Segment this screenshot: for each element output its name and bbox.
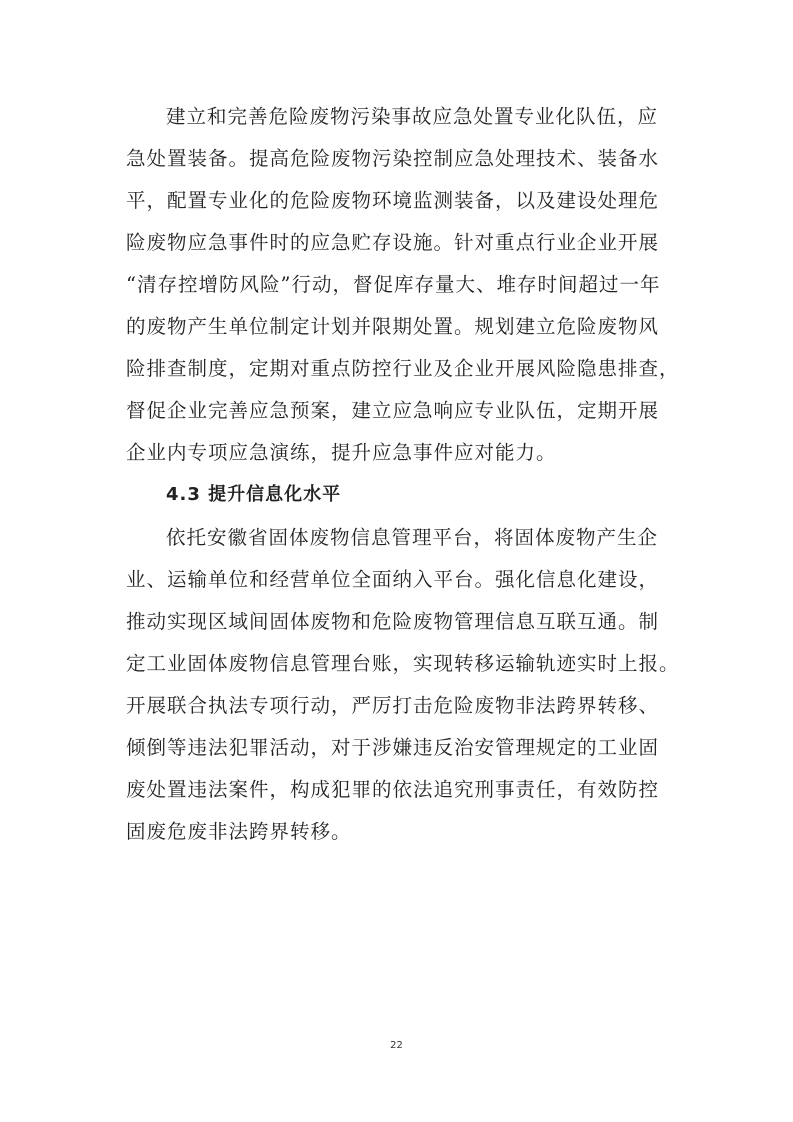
text-line: 险排查制度，定期对重点防控行业及企业开展风险隐患排查， xyxy=(126,357,680,380)
text-line: 倾倒等违法犯罪活动，对于涉嫌违反治安管理规定的工业固 xyxy=(126,736,660,759)
page-number: 22 xyxy=(390,1040,403,1051)
text-line: 废处置违法案件，构成犯罪的依法追究刑事责任，有效防控 xyxy=(126,778,660,801)
section-heading: 4.3 提升信息化水平 xyxy=(166,484,342,505)
text-line: 推动实现区域间固体废物和危险废物管理信息互联互通。制 xyxy=(126,610,660,633)
text-line: 平，配置专业化的危险废物环境监测装备，以及建设处理危 xyxy=(126,189,660,212)
text-line: 险废物应急事件时的应急贮存设施。针对重点行业企业开展 xyxy=(126,231,660,254)
text-line: 固废危废非法跨界转移。 xyxy=(126,820,352,843)
text-line: 企业内专项应急演练，提升应急事件应对能力。 xyxy=(126,441,557,464)
text-line: 业、运输单位和经营单位全面纳入平台。强化信息化建设， xyxy=(126,568,660,591)
text-line: 急处置装备。提高危险废物污染控制应急处理技术、装备水 xyxy=(126,147,660,170)
text-line: 的废物产生单位制定计划并限期处置。规划建立危险废物风 xyxy=(126,315,660,338)
text-line: 建立和完善危险废物污染事故应急处置专业化队伍，应 xyxy=(166,105,659,128)
text-line: “清存控增防风险”行动，督促库存量大、堆存时间超过一年 xyxy=(126,273,661,296)
text-line: 开展联合执法专项行动，严厉打击危险废物非法跨界转移、 xyxy=(126,694,660,717)
text-line: 督促企业完善应急预案，建立应急响应专业队伍，定期开展 xyxy=(126,399,660,422)
text-line: 依托安徽省固体废物信息管理平台，将固体废物产生企 xyxy=(166,526,659,549)
text-line: 定工业固体废物信息管理台账，实现转移运输轨迹实时上报。 xyxy=(126,652,680,675)
